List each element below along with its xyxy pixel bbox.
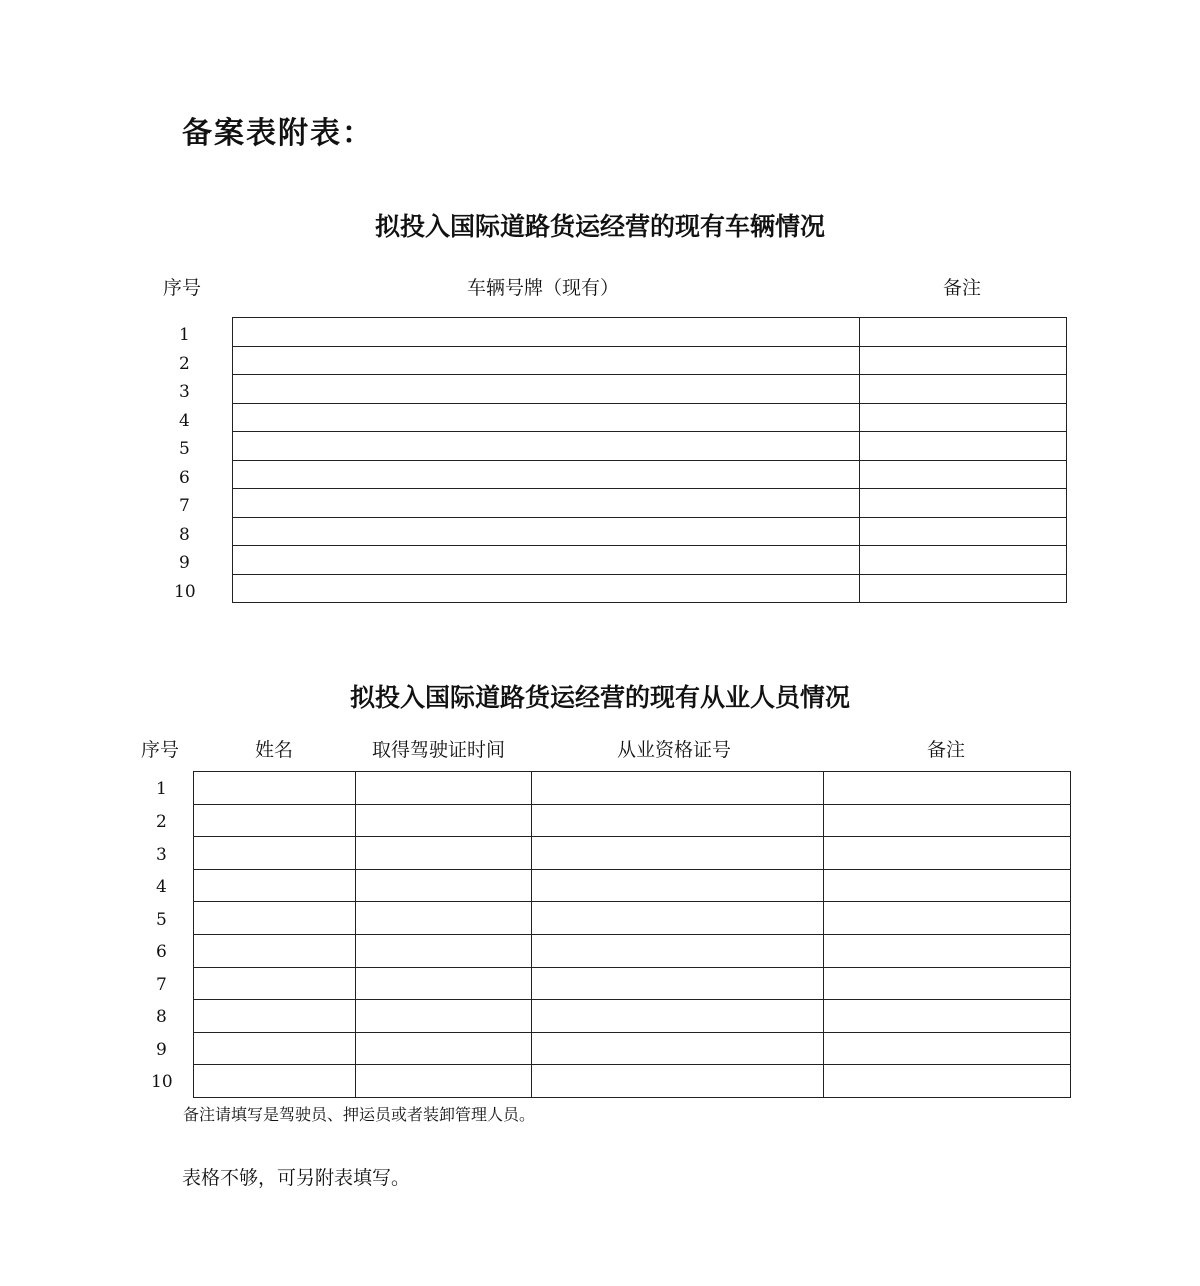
table-row	[233, 432, 1067, 461]
certificate-cell[interactable]	[532, 934, 824, 967]
plate-cell[interactable]	[233, 460, 860, 489]
staff-header-index: 序号	[141, 739, 180, 761]
certificate-cell[interactable]	[532, 869, 824, 902]
table-row	[194, 772, 1071, 805]
staff-section-title: 拟投入国际道路货运经营的现有从业人员情况	[349, 683, 850, 712]
remark-cell[interactable]	[824, 967, 1071, 1000]
license-date-cell[interactable]	[356, 772, 532, 805]
table-row	[194, 837, 1071, 870]
vehicle-row-number: 10	[174, 582, 196, 602]
vehicle-row-number: 5	[179, 439, 190, 459]
certificate-cell[interactable]	[532, 837, 824, 870]
remark-cell[interactable]	[824, 1065, 1071, 1098]
table-row	[194, 1032, 1071, 1065]
staff-header-remark: 备注	[927, 739, 966, 761]
table-row	[233, 489, 1067, 518]
vehicle-row-number: 6	[179, 468, 190, 488]
staff-header-license-date: 取得驾驶证时间	[372, 739, 506, 761]
plate-cell[interactable]	[233, 318, 860, 347]
remark-cell[interactable]	[824, 934, 1071, 967]
license-date-cell[interactable]	[356, 869, 532, 902]
vehicle-row-number: 3	[179, 382, 190, 402]
name-cell[interactable]	[194, 869, 356, 902]
certificate-cell[interactable]	[532, 1000, 824, 1033]
plate-cell[interactable]	[233, 546, 860, 575]
plate-cell[interactable]	[233, 517, 860, 546]
staff-row-number: 1	[156, 779, 167, 799]
table-row	[194, 1065, 1071, 1098]
table-row	[233, 546, 1067, 575]
remark-cell[interactable]	[860, 346, 1067, 375]
vehicle-row-number: 7	[179, 496, 190, 516]
vehicle-row-number: 9	[179, 553, 190, 573]
plate-cell[interactable]	[233, 489, 860, 518]
staff-row-number: 2	[156, 812, 167, 832]
plate-cell[interactable]	[233, 375, 860, 404]
remark-cell[interactable]	[860, 489, 1067, 518]
name-cell[interactable]	[194, 1032, 356, 1065]
name-cell[interactable]	[194, 902, 356, 935]
license-date-cell[interactable]	[356, 967, 532, 1000]
name-cell[interactable]	[194, 934, 356, 967]
license-date-cell[interactable]	[356, 902, 532, 935]
staff-row-number: 4	[156, 877, 167, 897]
remark-cell[interactable]	[824, 772, 1071, 805]
table-row	[233, 403, 1067, 432]
table-row	[194, 869, 1071, 902]
extra-sheet-note: 表格不够，可另附表填写。	[182, 1167, 411, 1189]
remark-cell[interactable]	[824, 869, 1071, 902]
staff-header-certificate: 从业资格证号	[617, 739, 732, 761]
vehicle-header-index: 序号	[163, 277, 202, 299]
name-cell[interactable]	[194, 837, 356, 870]
vehicle-section-title: 拟投入国际道路货运经营的现有车辆情况	[374, 212, 825, 241]
vehicle-row-number: 2	[179, 354, 190, 374]
name-cell[interactable]	[194, 967, 356, 1000]
staff-row-number: 10	[151, 1072, 173, 1092]
remark-cell[interactable]	[860, 375, 1067, 404]
remark-cell[interactable]	[860, 546, 1067, 575]
vehicle-header-plate: 车辆号牌（现有）	[467, 277, 620, 299]
remark-cell[interactable]	[860, 517, 1067, 546]
remark-cell[interactable]	[860, 318, 1067, 347]
plate-cell[interactable]	[233, 432, 860, 461]
plate-cell[interactable]	[233, 574, 860, 603]
staff-row-number: 3	[156, 845, 167, 865]
plate-cell[interactable]	[233, 346, 860, 375]
table-row	[233, 460, 1067, 489]
remark-cell[interactable]	[860, 574, 1067, 603]
table-row	[233, 318, 1067, 347]
table-row	[194, 804, 1071, 837]
remark-cell[interactable]	[824, 804, 1071, 837]
table-row	[194, 1000, 1071, 1033]
table-row	[194, 902, 1071, 935]
remark-cell[interactable]	[824, 1000, 1071, 1033]
remark-cell[interactable]	[860, 403, 1067, 432]
vehicle-row-number: 1	[179, 325, 190, 345]
name-cell[interactable]	[194, 772, 356, 805]
remark-cell[interactable]	[824, 837, 1071, 870]
table-row	[233, 346, 1067, 375]
staff-row-number: 7	[156, 975, 167, 995]
name-cell[interactable]	[194, 1000, 356, 1033]
vehicle-header-remark: 备注	[943, 277, 982, 299]
certificate-cell[interactable]	[532, 902, 824, 935]
staff-row-number: 6	[156, 942, 167, 962]
license-date-cell[interactable]	[356, 837, 532, 870]
name-cell[interactable]	[194, 804, 356, 837]
staff-row-number: 5	[156, 910, 167, 930]
license-date-cell[interactable]	[356, 804, 532, 837]
remark-cell[interactable]	[824, 902, 1071, 935]
remark-cell[interactable]	[824, 1032, 1071, 1065]
certificate-cell[interactable]	[532, 804, 824, 837]
license-date-cell[interactable]	[356, 1065, 532, 1098]
certificate-cell[interactable]	[532, 772, 824, 805]
table-row	[194, 934, 1071, 967]
staff-table	[193, 771, 1071, 1098]
vehicle-table	[232, 317, 1067, 603]
vehicle-row-number: 8	[179, 525, 190, 545]
table-row	[233, 375, 1067, 404]
remark-note: 备注请填写是驾驶员、押运员或者装卸管理人员。	[183, 1105, 536, 1124]
page-title: 备案表附表：	[182, 116, 374, 151]
plate-cell[interactable]	[233, 403, 860, 432]
vehicle-row-number: 4	[179, 411, 190, 431]
staff-row-number: 8	[156, 1007, 167, 1027]
name-cell[interactable]	[194, 1065, 356, 1098]
remark-cell[interactable]	[860, 432, 1067, 461]
table-row	[194, 967, 1071, 1000]
license-date-cell[interactable]	[356, 1000, 532, 1033]
table-row	[233, 574, 1067, 603]
staff-header-name: 姓名	[255, 739, 294, 761]
remark-cell[interactable]	[860, 460, 1067, 489]
certificate-cell[interactable]	[532, 1065, 824, 1098]
license-date-cell[interactable]	[356, 1032, 532, 1065]
table-row	[233, 517, 1067, 546]
license-date-cell[interactable]	[356, 934, 532, 967]
staff-row-number: 9	[156, 1040, 167, 1060]
certificate-cell[interactable]	[532, 1032, 824, 1065]
certificate-cell[interactable]	[532, 967, 824, 1000]
